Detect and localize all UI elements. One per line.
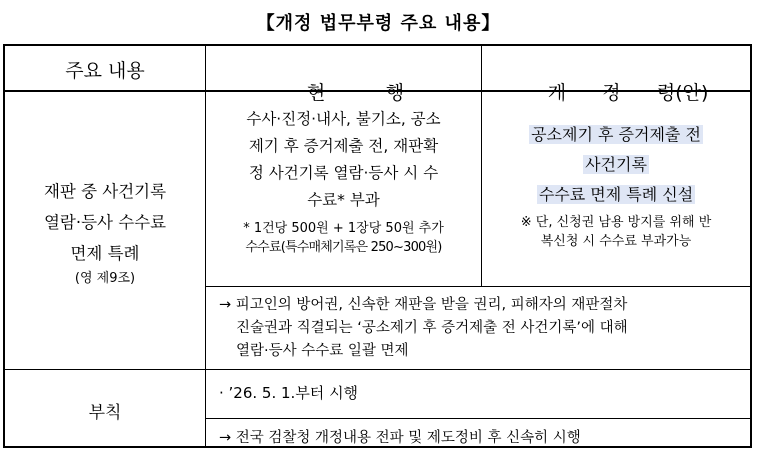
row2-label-text: 부칙 <box>88 403 122 423</box>
current-text-line3: 정 사건기록 열람·등사 시 수 <box>248 164 439 182</box>
amend-line2-text: 사건기록 <box>585 155 647 174</box>
header-current-label: 현 행 <box>307 82 405 104</box>
page-title: 【개정 법무부령 주요 내용】 <box>256 13 501 34</box>
header-main-content-label: 주요 내용 <box>65 60 145 82</box>
amend-note-line1: ※ 단, 신청권 남용 방지를 위해 반 <box>520 215 712 230</box>
row1-label-line2: 열람·등사 수수료 <box>43 213 167 232</box>
amend-note-line2: 복신청 시 수수료 부과가능 <box>540 234 692 249</box>
header-amendment-label: 개 정 령(안) <box>547 82 709 104</box>
row2-line2-text: → 전국 검찰청 개정내용 전파 및 제도정비 후 신속히 시행 <box>219 430 581 446</box>
row1-current <box>206 106 481 257</box>
row-divider <box>5 369 750 370</box>
row1-label-ref: (영 제9조) <box>74 271 136 286</box>
amend-highlight-line1 <box>482 120 750 150</box>
current-note-line1: * 1건당 500원 + 1장당 50원 추가 <box>243 221 444 236</box>
row2-line1-text: · ’26. 5. 1.부터 시행 <box>219 384 359 402</box>
row2-divider <box>205 418 750 419</box>
row1-label-line3: 면제 특례 <box>70 244 140 263</box>
amend-line1-text: 공소제기 후 증거제출 전 <box>531 125 701 144</box>
current-note-line2: 수수료(특수매체기록은 250~300원) <box>245 240 442 255</box>
row1-effect-divider <box>205 286 750 287</box>
row1-label <box>5 176 205 289</box>
effect-line1: → 피고인의 방어권, 신속한 재판을 받을 권리, 피해자의 재판절차 <box>219 297 628 313</box>
amend-highlight-line2 <box>482 150 750 180</box>
row1-effect <box>219 294 749 363</box>
header-main-content <box>5 56 205 83</box>
amendment-table <box>3 44 752 448</box>
amend-highlight-line3 <box>482 180 750 210</box>
header-amendment <box>482 56 750 127</box>
amend-line3-text: 수수료 면제 특례 신설 <box>538 185 694 204</box>
row2-label <box>5 398 205 423</box>
row1-amendment <box>482 120 750 251</box>
current-text-line4: 수료* 부과 <box>307 191 380 209</box>
row2-line2 <box>219 426 749 447</box>
current-text-line2: 제기 후 증거제출 전, 재판확 <box>248 137 439 155</box>
row1-label-line1: 재판 중 사건기록 <box>43 182 167 201</box>
effect-line2: 진술권과 직결되는 ‘공소제기 후 증거제출 전 사건기록’에 대해 <box>236 320 628 336</box>
row2-line1 <box>219 382 749 403</box>
current-text-line1: 수사·진정·내사, 불기소, 공소 <box>246 110 441 128</box>
effect-line3: 열람·등사 수수료 일괄 면제 <box>236 343 409 359</box>
